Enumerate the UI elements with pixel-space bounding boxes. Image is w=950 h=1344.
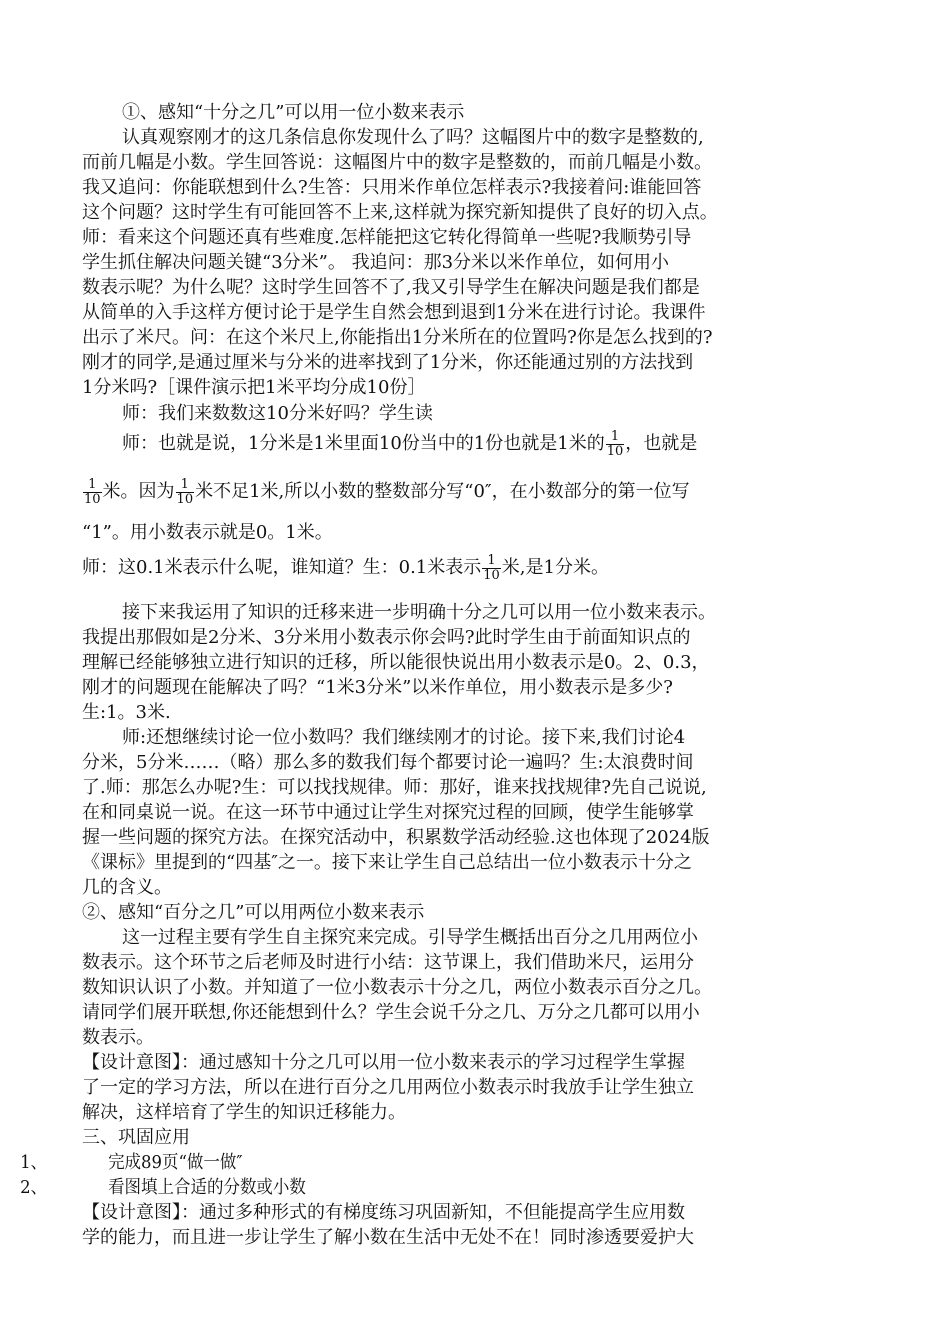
section-heading-3: 三、巩固应用 [82,1127,190,1148]
text-line: 出示了米尺。问：在这个米尺上,你能指出1分米所在的位置吗?你是怎么找到的? [82,327,713,348]
text-line: 解决，这样培育了学生的知识迁移能力。 [82,1102,406,1123]
fraction-one-tenth: $\frac{1}{10}$ [84,476,101,507]
text-line: 师：看来这个问题还真有些难度.怎样能把这它转化得简单一些呢?我顺势引导 [82,227,692,248]
text-line: 师：我们来数数这10分米好吗？学生读 [122,403,433,424]
text-line: 请同学们展开联想,你还能想到什么？学生会说千分之几、万分之几都可以用小 [82,1002,700,1023]
text-line: 我提出那假如是2分米、3分米用小数表示你会吗?此时学生由于前面知识点的 [82,627,691,648]
text-line: 数表示。这个环节之后老师及时进行小结：这节课上，我们借助米尺，运用分 [82,952,694,973]
text-line: 师:还想继续讨论一位小数吗？我们继续刚才的讨论。接下来,我们讨论4 [122,727,686,748]
text-line: 这一过程主要有学生自主探究来完成。引导学生概括出百分之几用两位小 [122,927,698,948]
fraction-one-tenth: $\frac{1}{10}$ [483,552,500,583]
text-line: 了.师：那怎么办呢?生：可以找找规律。师：那好，谁来找找规律?先自己说说, [82,777,707,798]
design-intent-line: 【设计意图】：通过多种形式的有梯度练习巩固新知，不但能提高学生应用数 [82,1202,685,1223]
text-line: 数知识认识了小数。并知道了一位小数表示十分之几，两位小数表示百分之几。 [82,977,712,998]
text-line: 刚才的同学,是通过厘米与分米的进率找到了1分米，你还能通过别的方法找到 [82,352,694,373]
document-page: ①、感知“十分之几”可以用一位小数来表示 认真观察刚才的这几条信息你发现什么了吗？这幅图片中的数字是整数的, 而前几幅是小数。学生回答说：这幅图片中的数字是整数的，而前几幅是小数。 我又追问：你能联想到什么?生答：只用米作单位怎样表示?我接着问:谁能回答 这个问题？这时学生有可能回答不上来,这样就为探究新知提供了良好的切入点。 师：看来这个问题还真有些难度.怎样能把这它转化得简单一些呢?我顺势引导 学生抓住解决问题关键“3分米”。 我追问：那3分米以米作单位，如何用小 数表示呢？为什么呢？这时学生回答不了,我又引导学生在解决问题是我们都是 从简单的入手这样方便讨论于是学生自然会想到退到1分米在进行讨论。我课件 出示了米尺。问：在这个米尺上,你能指出1分米所在的位置吗?你是怎么找到的? 刚才的同学,是通过厘米与分米的进率找到了1分米，你还能通过别的方法找到 1分米吗?［课件演示把1米平均分成10份］ 师：我们来数数这10分米好吗？学生读 师：也就是说，1分米是1米里面10份当中的1份也就是1米的 $\frac{1}{10}$ ，也就是 $\frac{1}{10}$ 米。因为 $\frac{1}{10}$ 米不足1米,所以小数的整数部分写“0″，在小数部分的第一位写 “1”。用小数表示就是0。1米。 师：这0.1米表示什么呢，谁知道？生：0.1米表示 $\frac{1}{10}$ 米,是1分米。 接下来我运用了知识的迁移来进一步明确十分之几可以用一位小数来表示。 我提出那假如是2分米、3分米用小数表示你会吗?此时学生由于前面知识点的 理解已经能够独立进行知识的迁移，所以能很快说出用小数表示是0。2、0.3， 刚才的问题现在能解决了吗？“1米3分米”以米作单位，用小数表示是多少? 生:1。3米. 师:还想继续讨论一位小数吗？我们继续刚才的讨论。接下来,我们讨论4 分米，5分米……（略）那么多的数我们每个都要讨论一遍吗？生:太浪费时间 了.师：那怎么办呢?生：可以找找规律。师：那好，谁来找找规律?先自己说说, 在和同桌说一说。在这一环节中通过让学生对探究过程的回顾，使学生能够掌 握一些问题的探究方法。在探究活动中，积累数学活动经验.这也体现了2024版 《课标》里提到的“四基″之一。接下来让学生自己总结出一位小数表示十分之 几的含义。 ②、感知“百分之几”可以用两位小数来表示 这一过程主要有学生自主探究来完成。引导学生概括出百分之几用两位小 数表示。这个环节之后老师及时进行小结：这节课上，我们借助米尺，运用分 数知识认识了小数。并知道了一位小数表示十分之几，两位小数表示百分之几。 请同学们展开联想,你还能想到什么？学生会说千分之几、万分之几都可以用小 数表示。 【设计意图】：通过感知十分之几可以用一位小数来表示的学习过程学生掌握 了一定的学习方法，所以在进行百分之几用两位小数表示时我放手让学生独立 解决，这样培育了学生的知识迁移能力。 三、巩固应用 1、 完成89页“做一做″ 2、 看图填上合适的分数或小数 【设计意图】：通过多种形式的有梯度练习巩固新知，不但能提高学生应用数 学的能力，而且进一步让学生了解小数在生活中无处不在！同时渗透要爱护大 [20,102,718,1248]
text-line: 数表示呢？为什么呢？这时学生回答不了,我又引导学生在解决问题是我们都是 [82,277,700,298]
text-line: 1分米吗?［课件演示把1米平均分成10份］ [82,377,426,398]
text-line: 几的含义。 [82,877,172,898]
text-line: 理解已经能够独立进行知识的迁移，所以能很快说出用小数表示是0。2、0.3， [82,652,710,673]
fraction-line-2: $\frac{1}{10}$ 米。因为 $\frac{1}{10}$ 米不足1米,所以小数的整数部分写“0″，在小数部分的第一位写 [84,476,690,507]
text-line: 而前几幅是小数。学生回答说：这幅图片中的数字是整数的，而前几幅是小数。 [82,152,712,173]
fraction-line-1: 师：也就是说，1分米是1米里面10份当中的1份也就是1米的 $\frac{1}{10}$ ，也就是 [122,428,698,459]
text-line: 数表示。 [82,1027,154,1048]
text-line: 这个问题？这时学生有可能回答不上来,这样就为探究新知提供了良好的切入点。 [82,202,718,223]
text-line: 学生抓住解决问题关键“3分米”。 我追问：那3分米以米作单位，如何用小 [82,252,670,273]
text-line: 握一些问题的探究方法。在探究活动中，积累数学活动经验.这也体现了2024版 [82,827,710,848]
text-line: 从简单的入手这样方便讨论于是学生自然会想到退到1分米在进行讨论。我课件 [82,302,706,323]
text-line: 我又追问：你能联想到什么?生答：只用米作单位怎样表示?我接着问:谁能回答 [82,177,702,198]
section-heading-2: ②、感知“百分之几”可以用两位小数来表示 [82,902,425,923]
text-line: 生:1。3米. [82,702,171,723]
fraction-line-4: 师：这0.1米表示什么呢，谁知道？生：0.1米表示 $\frac{1}{10}$ 米,是1分米。 [82,552,609,583]
design-intent-line: 【设计意图】：通过感知十分之几可以用一位小数来表示的学习过程学生掌握 [82,1052,685,1073]
text-line: 学的能力，而且进一步让学生了解小数在生活中无处不在！同时渗透要爱护大 [82,1227,694,1248]
text-line: 了一定的学习方法，所以在进行百分之几用两位小数表示时我放手让学生独立 [82,1077,694,1098]
text-line: 分米，5分米……（略）那么多的数我们每个都要讨论一遍吗？生:太浪费时间 [82,752,694,773]
text-line: “1”。用小数表示就是0。1米。 [82,522,333,543]
text-line: 《课标》里提到的“四基″之一。接下来让学生自己总结出一位小数表示十分之 [82,852,692,873]
fraction-one-tenth: $\frac{1}{10}$ [176,476,194,507]
text-line: 在和同桌说一说。在这一环节中通过让学生对探究过程的回顾，使学生能够掌 [82,802,694,823]
fraction-one-tenth: $\frac{1}{10}$ [606,428,624,459]
text-line: 刚才的问题现在能解决了吗？“1米3分米”以米作单位，用小数表示是多少? [82,677,673,698]
text-line: 接下来我运用了知识的迁移来进一步明确十分之几可以用一位小数来表示。 [122,602,716,623]
section-heading-1: ①、感知“十分之几”可以用一位小数来表示 [122,102,465,123]
text-line: 认真观察刚才的这几条信息你发现什么了吗？这幅图片中的数字是整数的, [122,127,704,148]
